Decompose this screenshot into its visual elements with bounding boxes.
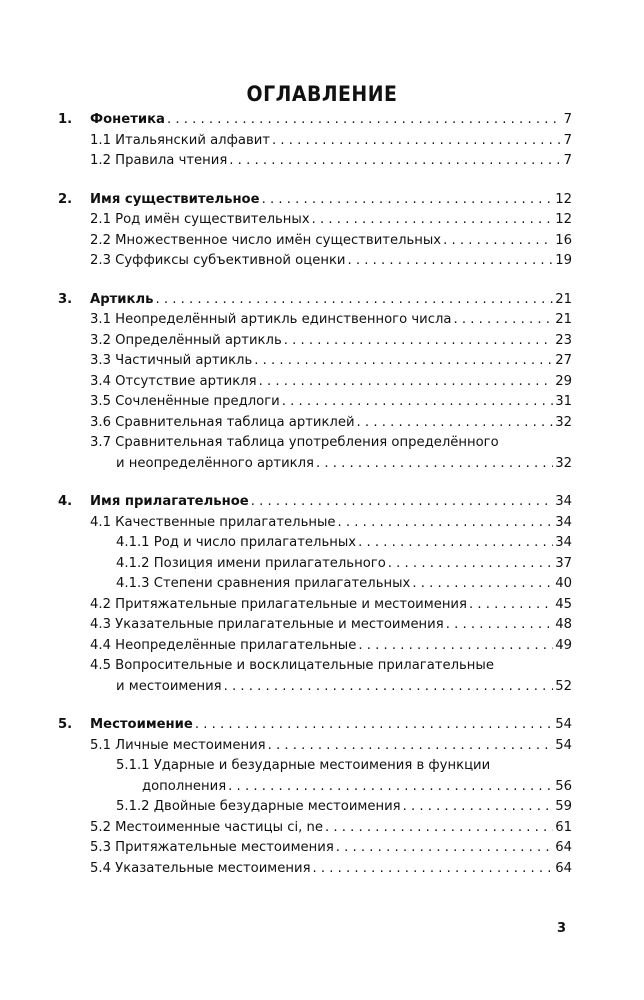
page-ref: 56 bbox=[555, 778, 572, 794]
item-title: 4.1 Качественные прилагательные bbox=[90, 514, 336, 530]
dot-leader bbox=[313, 859, 554, 880]
toc-item[interactable] bbox=[58, 331, 572, 352]
dot-leader bbox=[443, 231, 553, 252]
page-ref: 21 bbox=[555, 312, 572, 327]
dot-leader bbox=[251, 492, 554, 513]
page-ref: 34 bbox=[555, 514, 572, 530]
item-title: 3.2 Определённый артикль bbox=[90, 332, 282, 348]
dot-leader bbox=[446, 615, 554, 636]
item-title: 2.1 Род имён существительных bbox=[90, 212, 310, 227]
page-ref: 64 bbox=[555, 840, 572, 855]
toc-item[interactable] bbox=[58, 736, 572, 757]
toc-item[interactable] bbox=[58, 838, 572, 859]
dot-leader bbox=[357, 413, 554, 434]
toc-section-3 bbox=[58, 290, 572, 475]
page-ref: 19 bbox=[555, 253, 572, 268]
page-ref: 16 bbox=[555, 232, 572, 248]
toc-item[interactable] bbox=[58, 859, 572, 880]
page-ref: 12 bbox=[555, 212, 572, 227]
item-title: 4.1.3 Степени сравнения прилагательных bbox=[116, 576, 411, 591]
toc-item[interactable] bbox=[58, 310, 572, 331]
dot-leader bbox=[312, 210, 554, 231]
dot-leader bbox=[272, 131, 562, 152]
page-ref: 21 bbox=[555, 291, 572, 307]
page-ref: 48 bbox=[555, 617, 572, 632]
item-title: 1.2 Правила чтения bbox=[90, 153, 228, 168]
page-ref: 45 bbox=[555, 596, 572, 612]
toc-subitem[interactable] bbox=[58, 533, 572, 554]
toc-item[interactable] bbox=[58, 210, 572, 231]
page-ref: 7 bbox=[563, 132, 572, 148]
item-title-continued: и неопределённого артикля bbox=[116, 455, 314, 471]
item-title: 5.4 Указательные местоимения bbox=[90, 860, 311, 876]
page-ref: 27 bbox=[555, 353, 572, 368]
toc-item[interactable] bbox=[58, 595, 572, 616]
item-title-continued: и местоимения bbox=[116, 678, 222, 694]
toc-section-4 bbox=[58, 492, 572, 697]
page-title: ОГЛАВЛЕНИЕ bbox=[246, 82, 398, 106]
toc-section-5 bbox=[58, 715, 572, 879]
dot-leader bbox=[412, 574, 553, 595]
chapter-number: 3. bbox=[58, 291, 73, 307]
dot-leader bbox=[316, 454, 553, 475]
page-ref: 12 bbox=[555, 191, 572, 207]
item-title: 1.1 Итальянский алфавит bbox=[90, 132, 270, 148]
dot-leader bbox=[268, 736, 554, 757]
dot-leader bbox=[358, 533, 553, 554]
page-ref: 31 bbox=[555, 394, 572, 409]
dot-leader bbox=[348, 251, 554, 272]
page-ref: 49 bbox=[555, 637, 572, 653]
chapter-number: 2. bbox=[58, 191, 73, 207]
dot-leader bbox=[403, 797, 554, 818]
toc-item[interactable] bbox=[58, 251, 572, 272]
item-title: 2.3 Суффиксы субъективной оценки bbox=[90, 253, 346, 268]
dot-leader bbox=[195, 715, 553, 736]
item-title: 5.1.2 Двойные безударные местоимения bbox=[116, 799, 401, 814]
toc-item[interactable] bbox=[58, 615, 572, 636]
item-title: 3.4 Отсутствие артикля bbox=[90, 373, 257, 389]
toc-item-line1[interactable]: 4.5 Вопросительные и восклицательные прилагательные bbox=[90, 658, 494, 673]
dot-leader bbox=[325, 818, 553, 839]
dot-leader bbox=[336, 838, 553, 859]
page-ref: 54 bbox=[555, 737, 572, 753]
item-title: 5.1 Личные местоимения bbox=[90, 737, 266, 753]
page-ref: 23 bbox=[555, 332, 572, 348]
chapter-number: 5. bbox=[58, 717, 73, 732]
toc-subitem-line1[interactable]: 5.1.1 Ударные и безударные местоимения в функции bbox=[116, 758, 491, 773]
dot-leader bbox=[469, 595, 553, 616]
toc-chapter-5[interactable] bbox=[58, 715, 572, 736]
toc-item-line1[interactable]: 3.7 Сравнительная таблица употребления определённого bbox=[90, 435, 499, 450]
toc-item[interactable] bbox=[58, 454, 572, 475]
item-title: 2.2 Множественное число имён существительных bbox=[90, 232, 442, 248]
dot-leader bbox=[259, 372, 554, 393]
item-title: 3.3 Частичный артикль bbox=[90, 353, 253, 368]
item-title: 4.2 Притяжательные прилагательные и местоимения bbox=[90, 596, 467, 612]
toc-item[interactable] bbox=[58, 231, 572, 252]
item-title: 5.2 Местоименные частицы ci, ne bbox=[90, 819, 323, 835]
page-ref: 54 bbox=[555, 717, 572, 732]
page-ref: 29 bbox=[555, 373, 572, 389]
toc-chapter-3[interactable] bbox=[58, 290, 572, 311]
item-title: 4.4 Неопределённые прилагательные bbox=[90, 637, 357, 653]
item-title: 4.3 Указательные прилагательные и местоимения bbox=[90, 617, 444, 632]
item-title: 5.3 Притяжательные местоимения bbox=[90, 840, 334, 855]
dot-leader bbox=[262, 190, 554, 211]
item-title: 3.5 Сочленённые предлоги bbox=[90, 394, 280, 409]
page-ref: 7 bbox=[563, 153, 572, 168]
dot-leader bbox=[224, 677, 554, 698]
page-number: 3 bbox=[556, 921, 566, 936]
page-ref: 37 bbox=[555, 555, 572, 571]
dot-leader bbox=[254, 351, 553, 372]
item-title: 4.1.2 Позиция имени прилагательного bbox=[116, 555, 386, 571]
dot-leader bbox=[338, 513, 554, 534]
item-title: 4.1.1 Род и число прилагательных bbox=[116, 535, 357, 550]
toc-subitem[interactable] bbox=[58, 574, 572, 595]
page-ref: 59 bbox=[555, 799, 572, 814]
toc-item[interactable] bbox=[58, 351, 572, 372]
page-ref: 61 bbox=[555, 819, 572, 835]
item-title-continued: дополнения bbox=[142, 778, 227, 794]
item-title: 3.6 Сравнительная таблица артиклей bbox=[90, 414, 355, 430]
page-ref: 64 bbox=[555, 860, 572, 876]
toc-subitem[interactable] bbox=[58, 797, 572, 818]
page-ref: 40 bbox=[555, 576, 572, 591]
toc-item[interactable] bbox=[58, 392, 572, 413]
dot-leader bbox=[358, 636, 553, 657]
table-of-contents bbox=[58, 110, 572, 897]
toc-item[interactable] bbox=[58, 677, 572, 698]
toc-subitem[interactable] bbox=[58, 554, 572, 575]
dot-leader bbox=[155, 290, 553, 311]
page-ref: 52 bbox=[555, 678, 572, 694]
dot-leader bbox=[388, 554, 553, 575]
chapter-number: 1. bbox=[58, 112, 73, 127]
toc-item[interactable] bbox=[58, 131, 572, 152]
page-ref: 34 bbox=[555, 494, 572, 509]
chapter-title: Артикль bbox=[90, 291, 154, 307]
dot-leader bbox=[228, 777, 553, 798]
dot-leader bbox=[229, 151, 561, 172]
toc-chapter-2[interactable] bbox=[58, 190, 572, 211]
chapter-title: Фонетика bbox=[90, 112, 165, 127]
toc-item[interactable] bbox=[58, 818, 572, 839]
toc-subitem[interactable] bbox=[58, 777, 572, 798]
page-ref: 34 bbox=[555, 535, 572, 550]
toc-chapter-1[interactable] bbox=[58, 110, 572, 131]
toc-item[interactable] bbox=[58, 151, 572, 172]
chapter-title: Имя существительное bbox=[90, 191, 260, 207]
toc-item[interactable] bbox=[58, 372, 572, 393]
toc-chapter-4[interactable] bbox=[58, 492, 572, 513]
item-title: 3.1 Неопределённый артикль единственного числа bbox=[90, 312, 452, 327]
dot-leader bbox=[282, 392, 554, 413]
toc-section-2 bbox=[58, 190, 572, 272]
page-ref: 32 bbox=[555, 414, 572, 430]
toc-item[interactable] bbox=[58, 413, 572, 434]
dot-leader bbox=[167, 110, 562, 131]
toc-item[interactable] bbox=[58, 513, 572, 534]
dot-leader bbox=[454, 310, 554, 331]
dot-leader bbox=[284, 331, 554, 352]
chapter-title: Имя прилагательное bbox=[90, 494, 249, 509]
page-ref: 7 bbox=[563, 112, 572, 127]
page-ref: 32 bbox=[555, 455, 572, 471]
toc-item[interactable] bbox=[58, 636, 572, 657]
toc-section-1 bbox=[58, 110, 572, 172]
chapter-number: 4. bbox=[58, 494, 73, 509]
chapter-title: Местоимение bbox=[90, 717, 193, 732]
